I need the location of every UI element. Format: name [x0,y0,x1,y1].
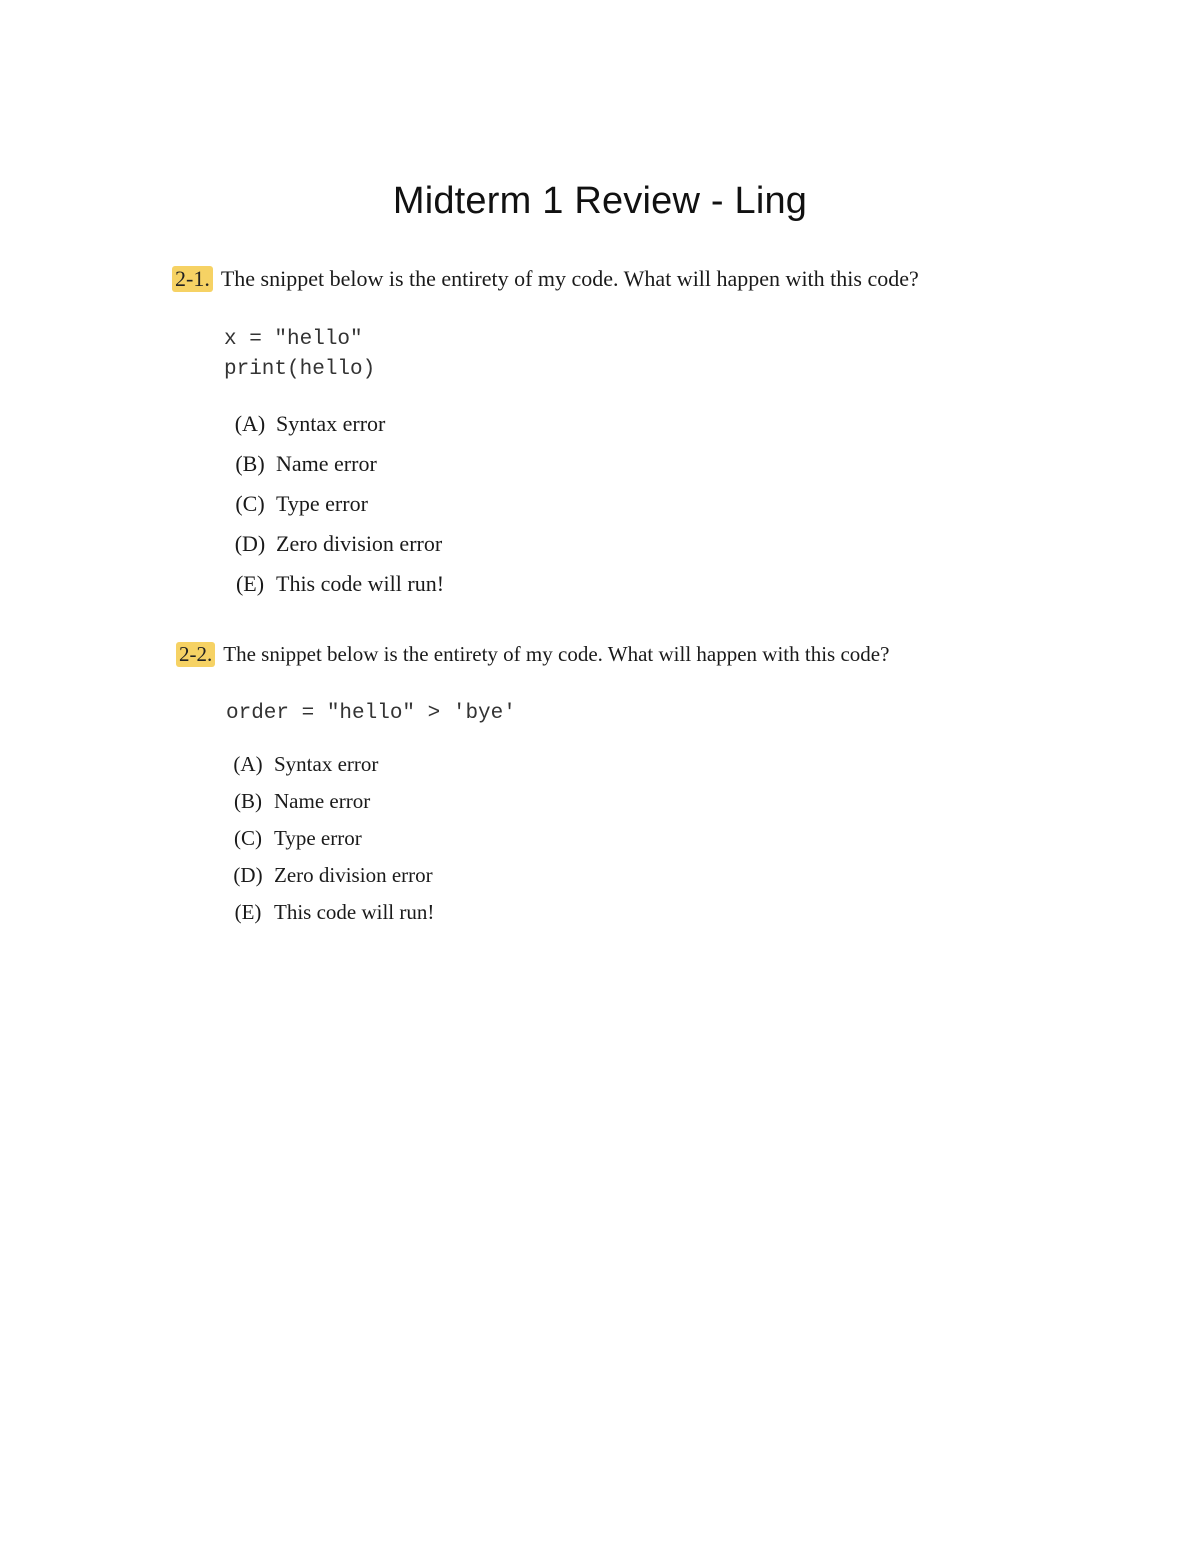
code-line: x = "hello" [224,328,363,351]
option-letter: (E) [234,900,262,924]
answer-option-b[interactable] [226,786,434,823]
option-letter: (B) [234,789,262,813]
question-number: 2-2. [176,642,215,667]
question-text: The snippet below is the entirety of my code. What will happen with this code? [220,266,919,291]
option-letter: (A) [233,752,263,776]
answer-option-e[interactable] [226,897,434,934]
answer-option-c[interactable] [228,489,444,529]
question-prompt [176,642,889,667]
answer-option-a[interactable] [228,409,444,449]
code-snippet [226,699,516,729]
option-letter: (B) [235,451,265,476]
option-text: Type error [274,826,362,850]
option-text: Syntax error [276,411,386,436]
code-line: print(hello) [224,358,376,381]
option-text: Zero division error [276,531,443,556]
answer-option-e[interactable] [228,569,444,609]
answer-option-b[interactable] [228,449,444,489]
code-snippet [224,325,375,385]
answer-options [228,409,444,609]
answer-option-c[interactable] [226,823,434,860]
option-text: This code will run! [274,900,435,924]
option-text: Type error [276,491,368,516]
page-title: Midterm 1 Review - Ling [392,180,808,222]
option-text: This code will run! [276,571,445,596]
option-letter: (C) [235,491,265,516]
option-text: Name error [274,789,371,813]
option-letter: (A) [234,411,266,436]
option-letter: (C) [234,826,262,850]
option-text: Zero division error [274,863,433,887]
answer-option-d[interactable] [228,529,444,569]
option-text: Name error [276,451,377,476]
answer-option-a[interactable] [226,749,434,786]
code-line: order = "hello" > 'bye' [226,702,516,725]
answer-options [226,749,434,934]
option-letter: (E) [235,571,265,596]
question-text: The snippet below is the entirety of my code. What will happen with this code? [223,642,890,666]
option-letter: (D) [233,863,263,887]
answer-option-d[interactable] [226,860,434,897]
question-prompt [172,266,919,292]
question-number: 2-1. [172,266,213,292]
option-letter: (D) [234,531,266,556]
option-text: Syntax error [274,752,379,776]
